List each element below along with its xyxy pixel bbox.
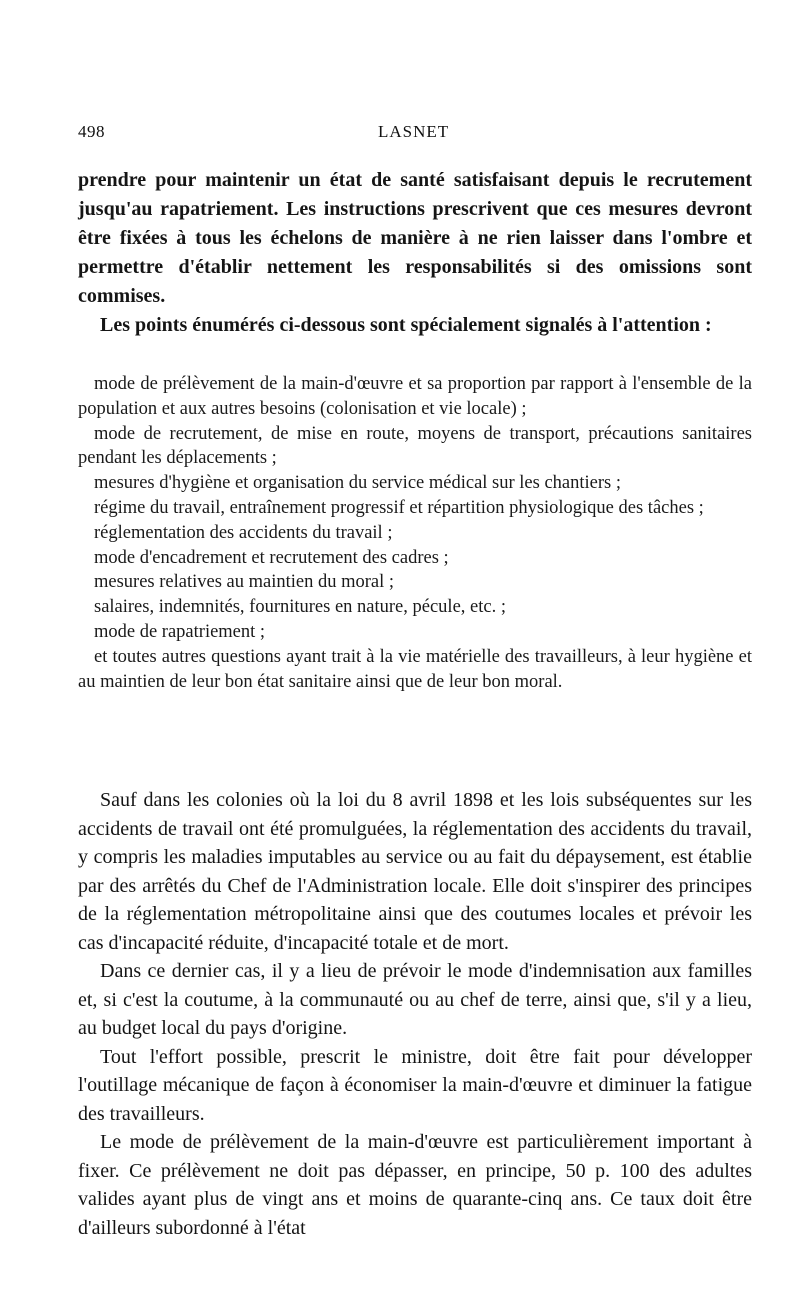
list-item: mode d'encadrement et recrutement des cadres ; [94,547,449,568]
body-paragraph: Sauf dans les colonies où la loi du 8 avril 1898 et les lois subséquentes sur les accidents de travail ont été promulguées, la réglementation des accidents du travail, y compris les maladies imputables au service ou au fait du dépaysement, est établie par des arrêtés du Chef de l'Administration locale. Elle doit s'inspirer des principes de la réglementation métropolitaine ainsi que des coutumes locales et prévoir les cas d'incapacité réduite, d'incapacité totale et de mort. [78,789,752,954]
list-item: régime du travail, entraînement progressif et répartition physiologique des tâches ; [94,497,704,518]
page-number: 498 [78,122,105,141]
list-item: et toutes autres questions ayant trait à la vie matérielle des travailleurs, à leur hygiène et au maintien de leur bon état sanitaire ainsi que de leur bon moral. [78,646,752,692]
body-section [78,786,752,1242]
list-item: mode de prélèvement de la main-d'œuvre et sa proportion par rapport à l'ensemble de la population et aux autres besoins (colonisation et vie locale) ; [78,374,752,419]
body-paragraph: Dans ce dernier cas, il y a lieu de prévoir le mode d'indemnisation aux familles et, si c'est la coutume, à la communauté ou au chef de terre, ainsi que, s'il y a lieu, au budget local du pays d'origine. [78,960,752,1039]
body-paragraph: Le mode de prélèvement de la main-d'œuvre est particulièrement important à fixer. Ce prélèvement ne doit pas dépasser, en principe, 50 p. 100 des adultes valides ayant plus de vingt ans et moins de quarante-cinq ans. Ce taux doit être d'ailleurs subordonné à l'état [78,1131,752,1239]
list-item: mode de rapatriement ; [94,621,266,642]
intro-section [78,166,752,340]
points-list [78,372,752,694]
body-paragraph: Tout l'effort possible, prescrit le ministre, doit être fait pour développer l'outillage mécanique de façon à économiser la main-d'œuvre et diminuer la fatigue des travailleurs. [78,1045,752,1125]
list-item: mesures d'hygiène et organisation du service médical sur les chantiers ; [94,473,621,494]
list-item: réglementation des accidents du travail ; [94,522,393,543]
list-item: mesures relatives au maintien du moral ; [94,572,395,593]
intro-paragraph: prendre pour maintenir un état de santé satisfaisant depuis le recrutement jusqu'au rapatriement. Les instructions prescrivent que ces mesures devront être fixées à tous les échelons de manière à ne rien laisser dans l'ombre et permettre d'établir nettement les responsabilités si des omissions sont commises. [78,169,752,307]
list-item: salaires, indemnités, fournitures en nature, pécule, etc. ; [94,597,506,618]
intro-attention-paragraph: Les points énumérés ci-dessous sont spécialement signalés à l'attention : [100,314,712,336]
list-item: mode de recrutement, de mise en route, moyens de transport, précautions sanitaires pendant les déplacements ; [78,423,752,469]
running-head: LASNET [378,122,450,141]
page-header [78,122,752,146]
